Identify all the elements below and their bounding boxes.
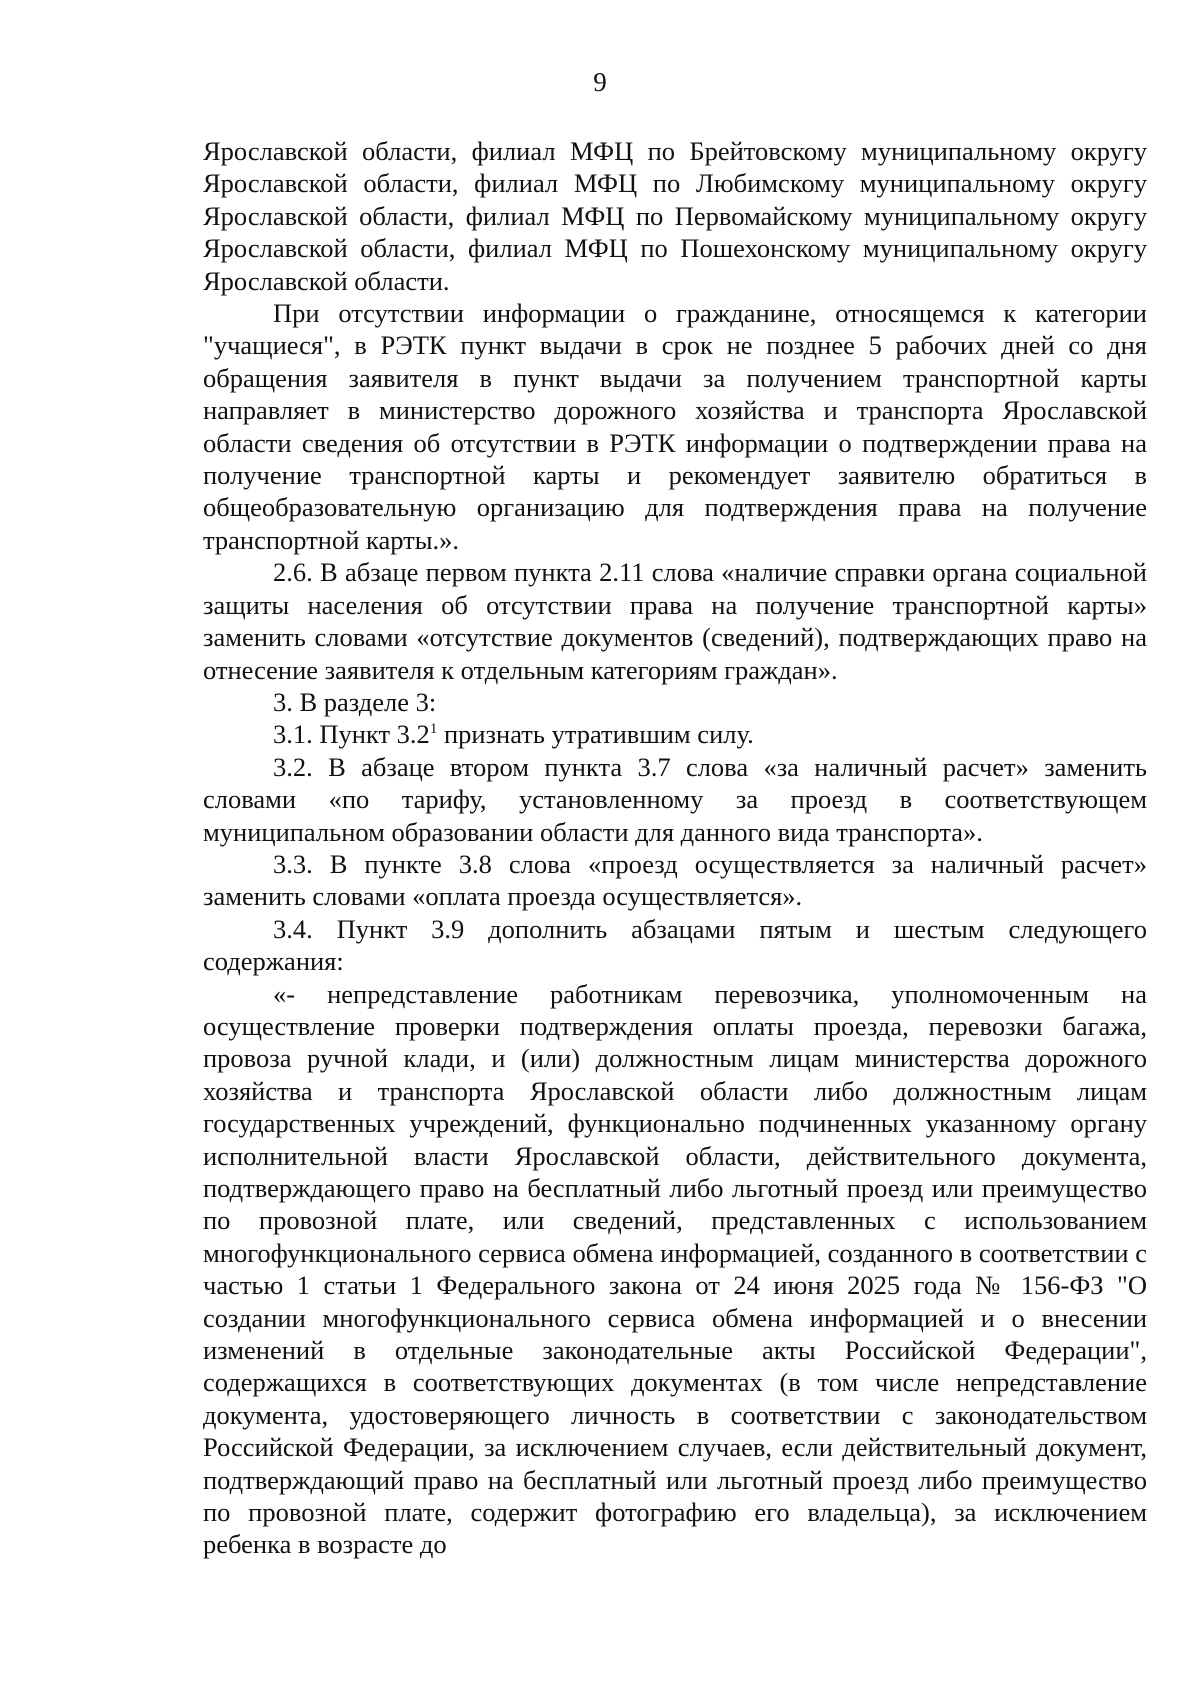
superscript-index: 1 [429, 721, 438, 738]
paragraph-students-info: При отсутствии информации о гражданине, относящемся к категории "учащиеся", в РЭТК пункт выдачи в срок не позднее 5 рабочих дней со дня обращения заявителя в пункт выдачи за получением транспортной карты направляет в министерство дорожного хозяйства и транспорта Ярославской области сведения об отсутствии в РЭТК информации о подтверждении права на получение транспортной карты и рекомендует заявителю обратиться в общеобразовательную организацию для подтверждения права на получение транспортной карты.». [203, 298, 1147, 555]
paragraph-3-4: 3.4. Пункт 3.9 дополнить абзацами пятым и шестым следующего содержания: [203, 913, 1147, 977]
paragraph-3-2: 3.2. В абзаце втором пункта 3.7 слова «за наличный расчет» заменить словами «по тарифу, установленному за проезд в соответствующем муниципальном образовании области для данного вида транспорта». [203, 751, 1147, 847]
paragraph-3-1-end: признать утратившим силу. [437, 719, 754, 750]
paragraph-3-3: 3.3. В пункте 3.8 слова «проезд осуществляется за наличный расчет» заменить словами «оплата проезда осуществляется». [203, 848, 1147, 912]
paragraph-quoted-addition: «- непредставление работникам перевозчика, уполномоченным на осуществление проверки подтверждения оплаты проезда, перевозки багажа, провоза ручной клади, и (или) должностным лицам министерства дорожного хозяйства и транспорта Ярославской области либо должностным лицам государственных учреждений, функционально подчиненных указанному органу исполнительной власти Ярославской области, действительного документа, подтверждающего право на бесплатный либо льготный проезд или преимущество по провозной плате, или сведений, представленных с использованием многофункционального сервиса обмена информацией, созданного в соответствии с частью 1 статьи 1 Федерального закона от 24 июня 2025 года № 156-ФЗ "О создании многофункционального сервиса обмена информацией и о внесении изменений в отдельные законодательные акты Российской Федерации", содержащихся в соответствующих документах (в том числе непредставление документа, удостоверяющего личность в соответствии с законодательством Российской Федерации, за исключением случаев, если действительный документ, подтверждающий право на бесплатный или льготный проезд либо преимущество по провозной плате, содержит фотографию его владельца), за исключением ребенка в возрасте до [203, 978, 1147, 1560]
paragraph-3-1 [203, 718, 1147, 750]
paragraph-2-6: 2.6. В абзаце первом пункта 2.11 слова «наличие справки органа социальной защиты населения об отсутствии права на получение транспортной карты» заменить словами «отсутствие документов (сведений), подтверждающих право на отнесение заявителя к отдельным категориям граждан». [203, 557, 1147, 685]
page-number: 9 [593, 67, 607, 97]
paragraph-3-1-start: 3.1. Пункт 3.2 [273, 719, 430, 750]
paragraph-mfc-branches: Ярославской области, филиал МФЦ по Брейтовскому муниципальному округу Ярославской области, филиал МФЦ по Любимскому муниципальному округу Ярославской области, филиал МФЦ по Первомайскому муниципальному округу Ярославской области, филиал МФЦ по Пошехонскому муниципальному округу Ярославской области. [203, 136, 1147, 296]
document-body [203, 135, 1147, 1561]
paragraph-section-3: 3. В разделе 3: [273, 686, 437, 717]
